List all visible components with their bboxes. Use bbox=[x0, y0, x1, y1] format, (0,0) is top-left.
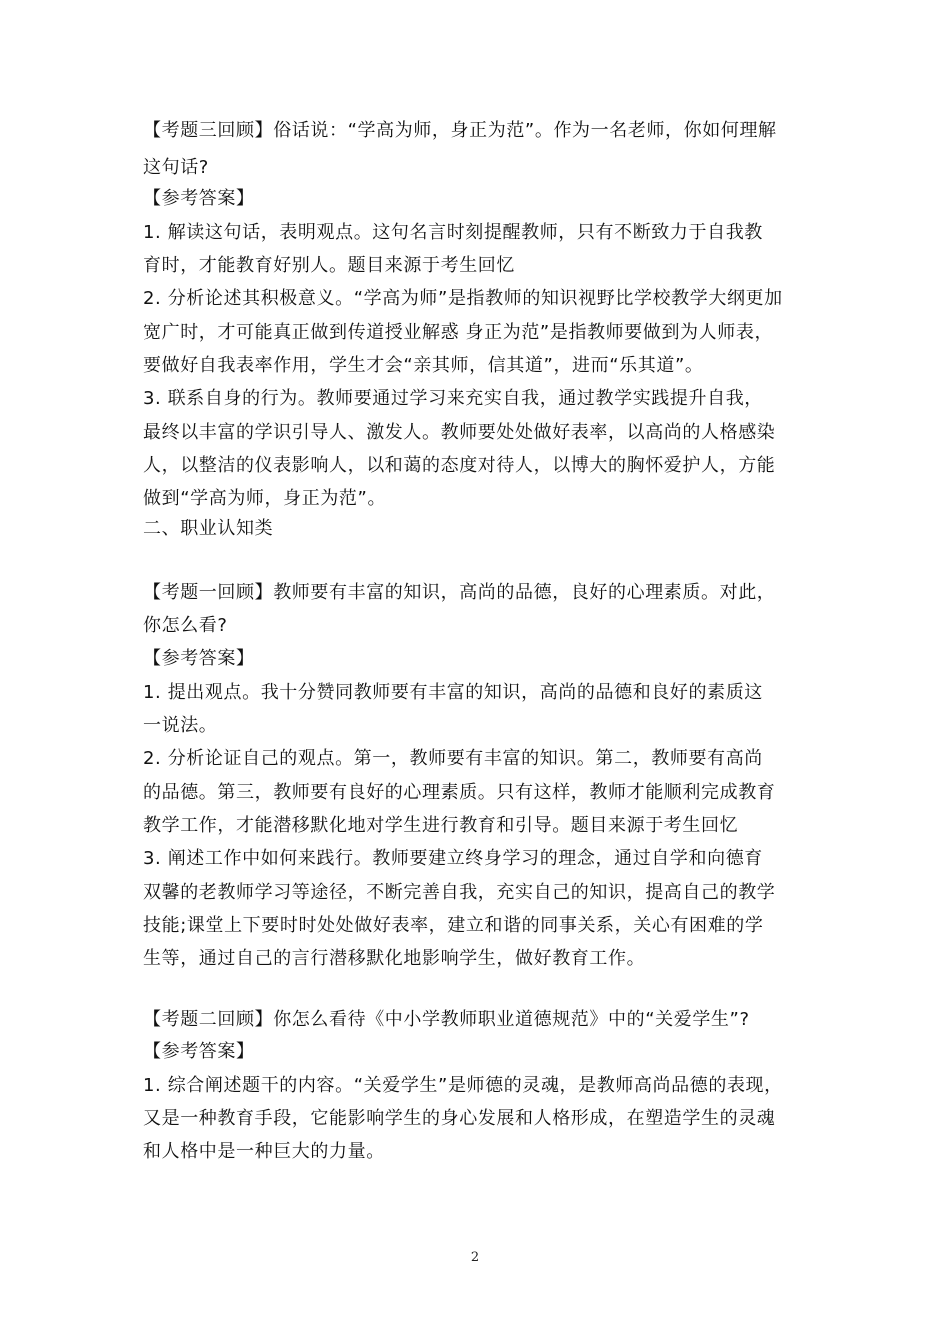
text-line: 【考题三回顾】俗话说：“学高为师，身正为范”。作为一名老师，你如何理解 bbox=[143, 120, 777, 141]
text-line: 育时，才能教育好别人。题目来源于考生回忆 bbox=[143, 255, 515, 276]
text-line: 你怎么看? bbox=[143, 615, 228, 636]
text-line: 【考题一回顾】教师要有丰富的知识，高尚的品德，良好的心理素质。对此， bbox=[143, 582, 776, 603]
text-line: 1. 解读这句话，表明观点。这句名言时刻提醒教师，只有不断致力于自我教 bbox=[143, 222, 763, 243]
text-line: 人，以整洁的仪表影响人，以和蔼的态度对待人，以博大的胸怀爱护人，方能 bbox=[143, 455, 776, 476]
section-heading-answer: 【参考答案】 bbox=[143, 188, 255, 209]
text-line: 的品德。第三，教师要有良好的心理素质。只有这样，教师才能顺利完成教育 bbox=[143, 782, 776, 803]
text-line: 生等，通过自己的言行潜移默化地影响学生，做好教育工作。 bbox=[143, 948, 646, 969]
text-line: 宽广时，才可能真正做到传道授业解惑 身正为范”是指教师要做到为人师表， bbox=[143, 322, 774, 343]
text-line: 2. 分析论证自己的观点。第一，教师要有丰富的知识。第二，教师要有高尚 bbox=[143, 748, 763, 769]
text-line: 1. 综合阐述题干的内容。“关爱学生”是师德的灵魂，是教师高尚品德的表现， bbox=[143, 1075, 783, 1096]
text-line: 一说法。 bbox=[143, 715, 218, 736]
page-number: 2 bbox=[470, 1250, 480, 1265]
section-heading-answer: 【参考答案】 bbox=[143, 1041, 255, 1062]
text-line: 要做好自我表率作用，学生才会“亲其师，信其道”，进而“乐其道”。 bbox=[143, 355, 704, 376]
text-line: 1. 提出观点。我十分赞同教师要有丰富的知识，高尚的品德和良好的素质这 bbox=[143, 682, 763, 703]
text-line: 技能;课堂上下要时时处处做好表率，建立和谐的同事关系，关心有困难的学 bbox=[143, 915, 764, 936]
text-line: 【考题二回顾】你怎么看待《中小学教师职业道德规范》中的“关爱学生”? bbox=[143, 1009, 750, 1030]
text-line: 2. 分析论述其积极意义。“学高为师”是指教师的知识视野比学校教学大纲更加 bbox=[143, 288, 783, 309]
text-line: 做到“学高为师，身正为范”。 bbox=[143, 488, 387, 509]
text-line: 又是一种教育手段，它能影响学生的身心发展和人格形成，在塑造学生的灵魂 bbox=[143, 1108, 776, 1129]
text-line: 最终以丰富的学识引导人、激发人。教师要处处做好表率，以高尚的人格感染 bbox=[143, 422, 776, 443]
text-line: 3. 联系自身的行为。教师要通过学习来充实自我，通过教学实践提升自我， bbox=[143, 388, 763, 409]
section-title: 二、职业认知类 bbox=[143, 518, 274, 539]
section-heading-answer: 【参考答案】 bbox=[143, 648, 255, 669]
text-line: 和人格中是一种巨大的力量。 bbox=[143, 1141, 385, 1162]
text-line: 3. 阐述工作中如何来践行。教师要建立终身学习的理念，通过自学和向德育 bbox=[143, 848, 763, 869]
text-line: 双馨的老教师学习等途径，不断完善自我，充实自己的知识，提高自己的教学 bbox=[143, 882, 776, 903]
text-line: 教学工作，才能潜移默化地对学生进行教育和引导。题目来源于考生回忆 bbox=[143, 815, 739, 836]
text-line: 这句话? bbox=[143, 157, 209, 178]
